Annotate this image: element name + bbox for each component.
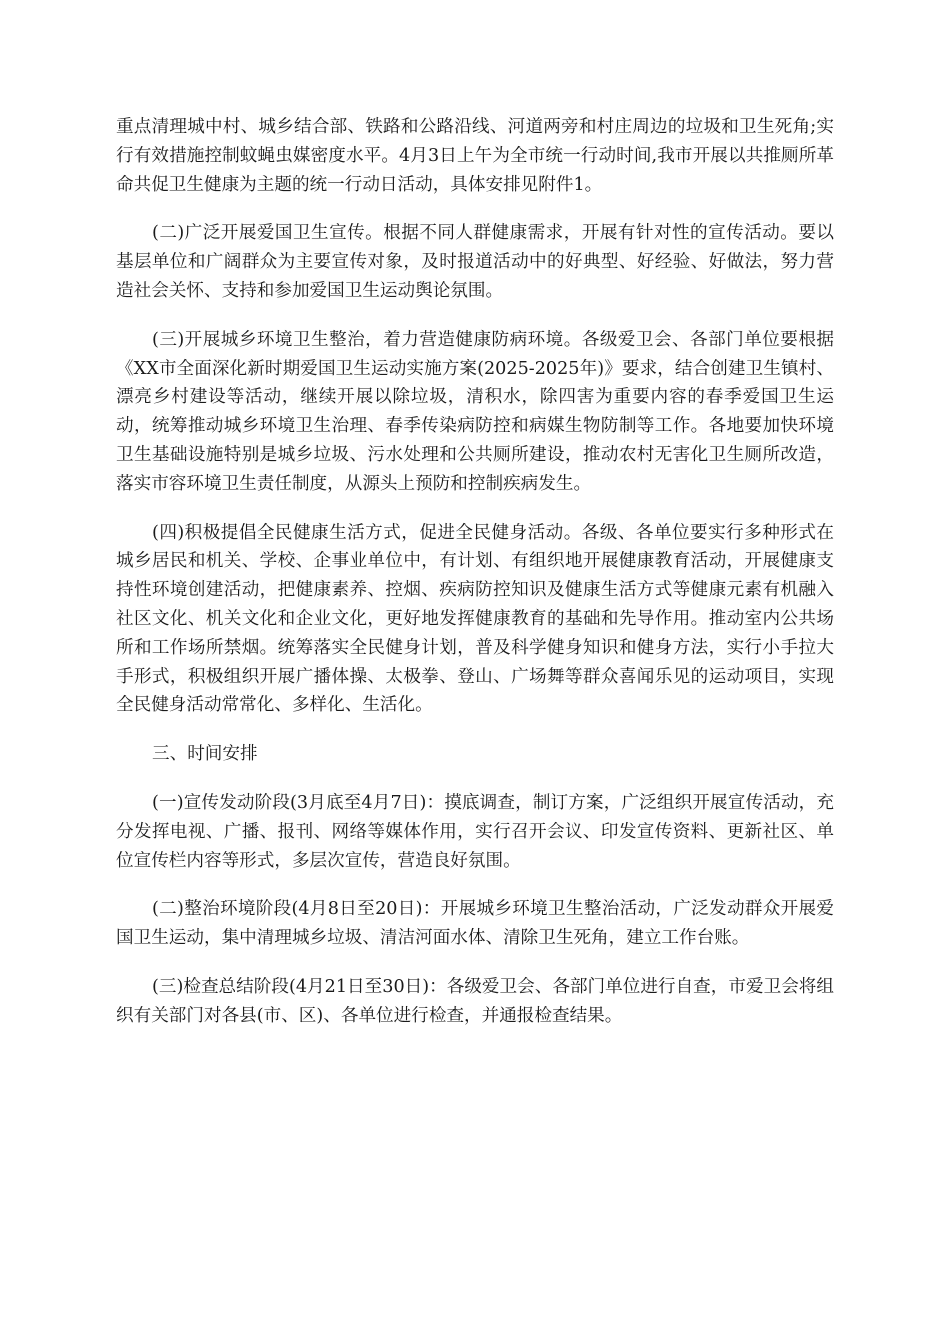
paragraph-publicity: (二)广泛开展爱国卫生宣传。根据不同人群健康需求，开展有针对性的宣传活动。要以基层单位和广阔群众为主要宣传对象，及时报道活动中的好典型、好经验、好做法，努力营造社会关怀、支持和参加爱国卫生运动舆论氛围。: [116, 223, 834, 301]
paragraph-healthy-lifestyle: (四)积极提倡全民健康生活方式，促进全民健身活动。各级、各单位要实行多种形式在城乡居民和机关、学校、企事业单位中，有计划、有组织地开展健康教育活动，开展健康支持性环境创建活动，把健康素养、控烟、疾病防控知识及健康生活方式等健康元素有机融入社区文化、机关文化和企业文化，更好地发挥健康教育的基础和先导作用。推动室内公共场所和工作场所禁烟。统筹落实全民健身计划，普及科学健身知识和健身方法，实行小手拉大手形式，积极组织开展广播体操、太极拳、登山、广场舞等群众喜闻乐见的运动项目，实现全民健身活动常常化、多样化、生活化。: [116, 522, 834, 716]
document-body: [116, 113, 834, 1051]
paragraph-stage-publicity: (一)宣传发动阶段(3月底至4月7日)：摸底调查，制订方案，广泛组织开展宣传活动，充分发挥电视、广播、报刊、网络等媒体作用，实行召开会议、印发宣传资料、更新社区、单位宣传栏内容等形式，多层次宣传，营造良好氛围。: [116, 792, 834, 871]
paragraph-stage-inspection: (三)检查总结阶段(4月21日至30日)：各级爱卫会、各部门单位进行自查，市爱卫会将组织有关部门对各县(市、区)、各单位进行检查，并通报检查结果。: [116, 976, 834, 1026]
paragraph-cleanup-continuation: 重点清理城中村、城乡结合部、铁路和公路沿线、河道两旁和村庄周边的垃圾和卫生死角;实行有效措施控制蚊蝇虫媒密度水平。4月3日上午为全市统一行动时间,我市开展以共推厕所革命共促卫生健康为主题的统一行动日活动，具体安排见附件1。: [116, 117, 834, 195]
paragraph-stage-remediation: (二)整治环境阶段(4月8日至20日)：开展城乡环境卫生整治活动，广泛发动群众开展爱国卫生运动，集中清理城乡垃圾、清洁河面水体、清除卫生死角，建立工作台账。: [116, 899, 834, 949]
section-heading-schedule: 三、时间安排: [152, 744, 258, 765]
paragraph-environment-remediation: (三)开展城乡环境卫生整治，着力营造健康防病环境。各级爱卫会、各部门单位要根据《XX市全面深化新时期爱国卫生运动实施方案(2025-2025年)》要求，结合创建卫生镇村、漂亮乡村建设等活动，继续开展以除垃圾，清积水，除四害为重要内容的春季爱国卫生运动，统筹推动城乡环境卫生治理、春季传染病防控和病媒生物防制等工作。各地要加快环境卫生基础设施特别是城乡垃圾、污水处理和公共厕所建设，推动农村无害化卫生厕所改造，落实市容环境卫生责任制度，从源头上预防和控制疾病发生。: [116, 329, 834, 494]
